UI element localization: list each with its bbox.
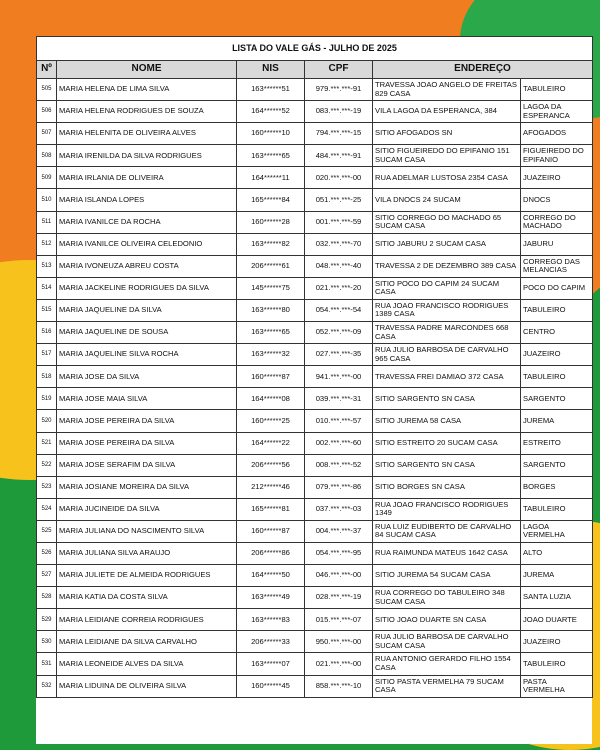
beneficiary-table	[36, 36, 593, 698]
address-cell: SITIO SARGENTO SN CASA	[373, 388, 521, 410]
row-number-cell: 517	[37, 344, 57, 366]
address-cell: TRAVESSA PADRE MARCONDES 668 CASA	[373, 322, 521, 344]
nis-number-cell: 164******08	[237, 388, 305, 410]
nis-number-cell: 163******83	[237, 609, 305, 631]
row-number-cell: 507	[37, 123, 57, 145]
beneficiary-name-cell: MARIA JULIETE DE ALMEIDA RODRIGUES	[57, 565, 237, 587]
header-num: Nº	[37, 61, 57, 79]
address-cell: SITIO POCO DO CAPIM 24 SUCAM CASA	[373, 277, 521, 299]
beneficiary-name-cell: MARIA LIDUINA DE OLIVEIRA SILVA	[57, 675, 237, 697]
table-row	[37, 299, 593, 321]
table-row	[37, 233, 593, 255]
neighborhood-cell: JUAZEIRO	[521, 631, 593, 653]
cpf-number-cell: 054.***.***-54	[305, 299, 373, 321]
header-endereco: ENDEREÇO	[373, 61, 593, 79]
neighborhood-cell: AFOGADOS	[521, 123, 593, 145]
neighborhood-cell: ALTO	[521, 542, 593, 564]
row-number-cell: 508	[37, 145, 57, 167]
cpf-number-cell: 979.***.***-91	[305, 79, 373, 101]
nis-number-cell: 163******65	[237, 322, 305, 344]
address-cell: TRAVESSA JOAO ANGELO DE FREITAS 829 CASA	[373, 79, 521, 101]
row-number-cell: 515	[37, 299, 57, 321]
neighborhood-cell: TABULEIRO	[521, 653, 593, 675]
row-number-cell: 524	[37, 498, 57, 520]
nis-number-cell: 206******61	[237, 255, 305, 277]
neighborhood-cell: TABULEIRO	[521, 299, 593, 321]
nis-number-cell: 145******75	[237, 277, 305, 299]
nis-number-cell: 165******81	[237, 498, 305, 520]
table-row	[37, 476, 593, 498]
beneficiary-name-cell: MARIA ISLANDA LOPES	[57, 189, 237, 211]
row-number-cell: 528	[37, 587, 57, 609]
table-row	[37, 322, 593, 344]
beneficiary-name-cell: MARIA JOSE SERAFIM DA SILVA	[57, 454, 237, 476]
neighborhood-cell: CORREGO DAS MELANCIAS	[521, 255, 593, 277]
cpf-number-cell: 015.***.***-07	[305, 609, 373, 631]
nis-number-cell: 160******87	[237, 366, 305, 388]
cpf-number-cell: 002.***.***-60	[305, 432, 373, 454]
nis-number-cell: 206******86	[237, 542, 305, 564]
neighborhood-cell: LAGOA DA ESPERANCA	[521, 101, 593, 123]
nis-number-cell: 164******52	[237, 101, 305, 123]
beneficiary-name-cell: MARIA IRENILDA DA SILVA RODRIGUES	[57, 145, 237, 167]
row-number-cell: 516	[37, 322, 57, 344]
cpf-number-cell: 010.***.***-57	[305, 410, 373, 432]
row-number-cell: 505	[37, 79, 57, 101]
beneficiary-name-cell: MARIA JOSE PEREIRA DA SILVA	[57, 432, 237, 454]
cpf-number-cell: 004.***.***-37	[305, 520, 373, 542]
beneficiary-name-cell: MARIA JOSE PEREIRA DA SILVA	[57, 410, 237, 432]
row-number-cell: 510	[37, 189, 57, 211]
header-nome: NOME	[57, 61, 237, 79]
neighborhood-cell: JABURU	[521, 233, 593, 255]
neighborhood-cell: JUREMA	[521, 565, 593, 587]
cpf-number-cell: 020.***.***-00	[305, 167, 373, 189]
cpf-number-cell: 046.***.***-00	[305, 565, 373, 587]
nis-number-cell: 164******22	[237, 432, 305, 454]
cpf-number-cell: 794.***.***-15	[305, 123, 373, 145]
table-row	[37, 675, 593, 697]
beneficiary-name-cell: MARIA LEIDIANE CORREIA RODRIGUES	[57, 609, 237, 631]
nis-number-cell: 160******87	[237, 520, 305, 542]
table-row	[37, 565, 593, 587]
nis-number-cell: 160******28	[237, 211, 305, 233]
nis-number-cell: 212******46	[237, 476, 305, 498]
neighborhood-cell: JUAZEIRO	[521, 167, 593, 189]
cpf-number-cell: 054.***.***-95	[305, 542, 373, 564]
cpf-number-cell: 079.***.***-86	[305, 476, 373, 498]
nis-number-cell: 164******11	[237, 167, 305, 189]
table-row	[37, 388, 593, 410]
neighborhood-cell: TABULEIRO	[521, 366, 593, 388]
table-row	[37, 145, 593, 167]
nis-number-cell: 165******84	[237, 189, 305, 211]
address-cell: SITIO JOAO DUARTE SN CASA	[373, 609, 521, 631]
neighborhood-cell: JOAO DUARTE	[521, 609, 593, 631]
address-cell: RUA LUIZ EUDIBERTO DE CARVALHO 84 SUCAM CASA	[373, 520, 521, 542]
neighborhood-cell: JUREMA	[521, 410, 593, 432]
address-cell: RUA JULIO BARBOSA DE CARVALHO 965 CASA	[373, 344, 521, 366]
address-cell: SITIO JUREMA 54 SUCAM CASA	[373, 565, 521, 587]
cpf-number-cell: 051.***.***-25	[305, 189, 373, 211]
beneficiary-name-cell: MARIA JULIANA SILVA ARAUJO	[57, 542, 237, 564]
table-row	[37, 211, 593, 233]
row-number-cell: 522	[37, 454, 57, 476]
table-row	[37, 498, 593, 520]
table-row	[37, 587, 593, 609]
table-row	[37, 277, 593, 299]
row-number-cell: 530	[37, 631, 57, 653]
nis-number-cell: 163******07	[237, 653, 305, 675]
neighborhood-cell: POCO DO CAPIM	[521, 277, 593, 299]
cpf-number-cell: 941.***.***-00	[305, 366, 373, 388]
cpf-number-cell: 048.***.***-40	[305, 255, 373, 277]
table-row	[37, 653, 593, 675]
cpf-number-cell: 027.***.***-35	[305, 344, 373, 366]
cpf-number-cell: 028.***.***-19	[305, 587, 373, 609]
address-cell: RUA ANTONIO GERARDO FILHO 1554 CASA	[373, 653, 521, 675]
address-cell: RUA JOAO FRANCISCO RODRIGUES 1349	[373, 498, 521, 520]
beneficiary-name-cell: MARIA JULIANA DO NASCIMENTO SILVA	[57, 520, 237, 542]
row-number-cell: 520	[37, 410, 57, 432]
address-cell: RUA RAIMUNDA MATEUS 1642 CASA	[373, 542, 521, 564]
nis-number-cell: 163******51	[237, 79, 305, 101]
table-row	[37, 542, 593, 564]
address-cell: SITIO FIGUEIREDO DO EPIFANIO 151 SUCAM CASA	[373, 145, 521, 167]
beneficiary-name-cell: MARIA IRLANIA DE OLIVEIRA	[57, 167, 237, 189]
address-cell: SITIO JUREMA 58 CASA	[373, 410, 521, 432]
table-row	[37, 410, 593, 432]
row-number-cell: 526	[37, 542, 57, 564]
nis-number-cell: 163******82	[237, 233, 305, 255]
beneficiary-name-cell: MARIA JOSE MAIA SILVA	[57, 388, 237, 410]
address-cell: TRAVESSA 2 DE DEZEMBRO 389 CASA	[373, 255, 521, 277]
address-cell: SITIO CORREGO DO MACHADO 65 SUCAM CASA	[373, 211, 521, 233]
beneficiary-name-cell: MARIA HELENA DE LIMA SILVA	[57, 79, 237, 101]
beneficiary-name-cell: MARIA JACKELINE RODRIGUES DA SILVA	[57, 277, 237, 299]
row-number-cell: 521	[37, 432, 57, 454]
nis-number-cell: 163******32	[237, 344, 305, 366]
neighborhood-cell: FIGUEIREDO DO EPIFANIO	[521, 145, 593, 167]
address-cell: TRAVESSA FREI DAMIAO 372 CASA	[373, 366, 521, 388]
table-row	[37, 432, 593, 454]
table-row	[37, 631, 593, 653]
document-sheet	[36, 36, 592, 744]
cpf-number-cell: 083.***.***-19	[305, 101, 373, 123]
table-row	[37, 255, 593, 277]
table-row	[37, 189, 593, 211]
address-cell: VILA DNOCS 24 SUCAM	[373, 189, 521, 211]
row-number-cell: 518	[37, 366, 57, 388]
row-number-cell: 512	[37, 233, 57, 255]
beneficiary-name-cell: MARIA JOSE DA SILVA	[57, 366, 237, 388]
table-row	[37, 167, 593, 189]
address-cell: RUA ADELMAR LUSTOSA 2354 CASA	[373, 167, 521, 189]
cpf-number-cell: 032.***.***-70	[305, 233, 373, 255]
row-number-cell: 506	[37, 101, 57, 123]
address-cell: SITIO BORGES SN CASA	[373, 476, 521, 498]
neighborhood-cell: PASTA VERMELHA	[521, 675, 593, 697]
neighborhood-cell: SANTA LUZIA	[521, 587, 593, 609]
address-cell: SITIO JABURU 2 SUCAM CASA	[373, 233, 521, 255]
beneficiary-name-cell: MARIA JAQUELINE DA SILVA	[57, 299, 237, 321]
row-number-cell: 525	[37, 520, 57, 542]
row-number-cell: 532	[37, 675, 57, 697]
address-cell: RUA JULIO BARBOSA DE CARVALHO SUCAM CASA	[373, 631, 521, 653]
row-number-cell: 523	[37, 476, 57, 498]
table-row	[37, 520, 593, 542]
neighborhood-cell: DNOCS	[521, 189, 593, 211]
table-row	[37, 79, 593, 101]
address-cell: SITIO AFOGADOS SN	[373, 123, 521, 145]
address-cell: SITIO SARGENTO SN CASA	[373, 454, 521, 476]
neighborhood-cell: ESTREITO	[521, 432, 593, 454]
row-number-cell: 529	[37, 609, 57, 631]
beneficiary-name-cell: MARIA HELENA RODRIGUES DE SOUZA	[57, 101, 237, 123]
table-row	[37, 609, 593, 631]
beneficiary-name-cell: MARIA IVONEUZA ABREU COSTA	[57, 255, 237, 277]
neighborhood-cell: TABULEIRO	[521, 79, 593, 101]
neighborhood-cell: CENTRO	[521, 322, 593, 344]
beneficiary-name-cell: MARIA KATIA DA COSTA SILVA	[57, 587, 237, 609]
address-cell: SITIO ESTREITO 20 SUCAM CASA	[373, 432, 521, 454]
neighborhood-cell: TABULEIRO	[521, 498, 593, 520]
row-number-cell: 513	[37, 255, 57, 277]
nis-number-cell: 160******10	[237, 123, 305, 145]
cpf-number-cell: 001.***.***-59	[305, 211, 373, 233]
neighborhood-cell: LAGOA VERMELHA	[521, 520, 593, 542]
neighborhood-cell: SARGENTO	[521, 454, 593, 476]
table-row	[37, 454, 593, 476]
cpf-number-cell: 484.***.***-91	[305, 145, 373, 167]
cpf-number-cell: 037.***.***-03	[305, 498, 373, 520]
table-row	[37, 123, 593, 145]
beneficiary-name-cell: MARIA HELENITA DE OLIVEIRA ALVES	[57, 123, 237, 145]
row-number-cell: 527	[37, 565, 57, 587]
beneficiary-name-cell: MARIA JOSIANE MOREIRA DA SILVA	[57, 476, 237, 498]
row-number-cell: 519	[37, 388, 57, 410]
beneficiary-name-cell: MARIA JUCINEIDE DA SILVA	[57, 498, 237, 520]
cpf-number-cell: 021.***.***-20	[305, 277, 373, 299]
nis-number-cell: 163******49	[237, 587, 305, 609]
beneficiary-name-cell: MARIA LEIDIANE DA SILVA CARVALHO	[57, 631, 237, 653]
nis-number-cell: 163******65	[237, 145, 305, 167]
nis-number-cell: 160******45	[237, 675, 305, 697]
address-cell: SITIO PASTA VERMELHA 79 SUCAM CASA	[373, 675, 521, 697]
row-number-cell: 509	[37, 167, 57, 189]
row-number-cell: 514	[37, 277, 57, 299]
address-cell: RUA JOAO FRANCISCO RODRIGUES 1389 CASA	[373, 299, 521, 321]
table-row	[37, 344, 593, 366]
neighborhood-cell: JUAZEIRO	[521, 344, 593, 366]
beneficiary-name-cell: MARIA IVANILCE DA ROCHA	[57, 211, 237, 233]
nis-number-cell: 164******50	[237, 565, 305, 587]
cpf-number-cell: 021.***.***-00	[305, 653, 373, 675]
beneficiary-name-cell: MARIA JAQUELINE SILVA ROCHA	[57, 344, 237, 366]
cpf-number-cell: 039.***.***-31	[305, 388, 373, 410]
cpf-number-cell: 858.***.***-10	[305, 675, 373, 697]
nis-number-cell: 206******33	[237, 631, 305, 653]
cpf-number-cell: 950.***.***-00	[305, 631, 373, 653]
neighborhood-cell: SARGENTO	[521, 388, 593, 410]
neighborhood-cell: CORREGO DO MACHADO	[521, 211, 593, 233]
row-number-cell: 511	[37, 211, 57, 233]
table-body	[37, 79, 593, 698]
cpf-number-cell: 052.***.***-09	[305, 322, 373, 344]
row-number-cell: 531	[37, 653, 57, 675]
neighborhood-cell: BORGES	[521, 476, 593, 498]
address-cell: RUA CORREGO DO TABULEIRO 348 SUCAM CASA	[373, 587, 521, 609]
address-cell: VILA LAGOA DA ESPERANCA, 384	[373, 101, 521, 123]
table-row	[37, 101, 593, 123]
nis-number-cell: 163******80	[237, 299, 305, 321]
beneficiary-name-cell: MARIA JAQUELINE DE SOUSA	[57, 322, 237, 344]
beneficiary-name-cell: MARIA IVANILCE OLIVEIRA CELEDONIO	[57, 233, 237, 255]
nis-number-cell: 160******25	[237, 410, 305, 432]
header-nis: NIS	[237, 61, 305, 79]
cpf-number-cell: 008.***.***-52	[305, 454, 373, 476]
header-cpf: CPF	[305, 61, 373, 79]
table-title: LISTA DO VALE GÁS - JULHO DE 2025	[37, 37, 593, 61]
nis-number-cell: 206******56	[237, 454, 305, 476]
table-row	[37, 366, 593, 388]
beneficiary-name-cell: MARIA LEONEIDE ALVES DA SILVA	[57, 653, 237, 675]
